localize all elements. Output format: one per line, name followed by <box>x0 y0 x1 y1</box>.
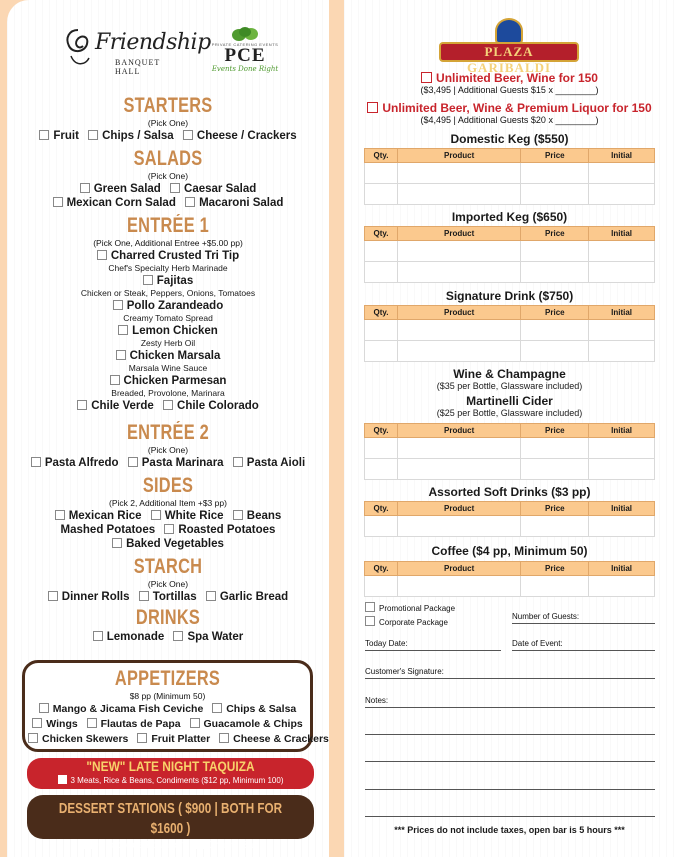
corporate-package-option[interactable]: Corporate Package <box>365 616 448 627</box>
starch-title: STARCH <box>133 555 203 578</box>
entree1-note: (Pick One, Additional Entree +$5.00 pp) <box>93 238 243 248</box>
checkbox-icon[interactable] <box>185 197 195 207</box>
appetizer-option-chicken-skewers[interactable]: Chicken Skewers <box>28 732 128 747</box>
side-option-roasted-potatoes[interactable]: Roasted Potatoes <box>164 523 275 537</box>
entree1-desc: Chef's Specialty Herb Marinade <box>108 263 228 273</box>
notes-line[interactable] <box>365 761 655 762</box>
starch-option-tortillas[interactable]: Tortillas <box>139 590 197 604</box>
friendship-logo <box>61 26 211 82</box>
package-premium-liquor[interactable]: Unlimited Beer, Wine & Premium Liquor for 150 ($4,495 | Additional Guests $20 x ________) <box>344 101 675 126</box>
entree1-option-tri-tip[interactable]: Charred Crusted Tri Tip <box>97 249 239 263</box>
side-option-white-rice[interactable]: White Rice <box>151 509 224 523</box>
plaza-garibaldi-logo <box>439 18 579 75</box>
coffee-table: Qty. Product Price Initial <box>364 561 655 597</box>
entree2-section <box>7 421 329 470</box>
appetizers-title: APPETIZERS <box>114 667 221 690</box>
entree1-option-lemon-chicken[interactable]: Lemon Chicken <box>118 324 218 338</box>
checkbox-icon[interactable] <box>112 538 122 548</box>
checkbox-icon[interactable] <box>194 839 204 849</box>
appetizer-option-fruit-platter[interactable]: Fruit Platter <box>137 732 210 747</box>
checkbox-icon[interactable] <box>39 703 49 713</box>
event-date-label: Date of Event: <box>512 639 563 648</box>
domestic-keg-title: Domestic Keg ($550) <box>450 132 569 146</box>
checkbox-icon[interactable] <box>128 457 138 467</box>
notes-line[interactable] <box>365 816 655 817</box>
entree1-option-pollo-zarandeado[interactable]: Pollo Zarandeado <box>113 299 224 313</box>
notes-line[interactable] <box>365 789 655 790</box>
starter-option-chips-salsa[interactable]: Chips / Salsa <box>88 129 174 143</box>
checkbox-icon[interactable] <box>367 102 378 113</box>
checkbox-icon[interactable] <box>39 130 49 140</box>
today-date-field[interactable] <box>365 650 501 651</box>
salad-option-mexican-corn[interactable]: Mexican Corn Salad <box>53 196 176 210</box>
starch-note: (Pick One) <box>147 579 189 589</box>
checkbox-icon[interactable] <box>212 703 222 713</box>
sides-title: SIDES <box>142 474 194 497</box>
checkbox-icon[interactable] <box>113 300 123 310</box>
entree2-note: (Pick One) <box>147 445 189 455</box>
dessert-banner <box>27 795 314 851</box>
starch-section <box>7 555 329 604</box>
appetizer-option-wings[interactable]: Wings <box>32 717 77 732</box>
salads-section <box>7 147 329 210</box>
cider-title: Martinelli Cider <box>466 394 553 408</box>
checkbox-icon[interactable] <box>183 130 193 140</box>
wine-table: Qty. Product Price Initial <box>364 423 655 480</box>
number-of-guests-label: Number of Guests: <box>512 612 580 621</box>
wine-title: Wine & Champagne <box>453 367 566 381</box>
drinks-title: DRINKS <box>135 606 201 629</box>
entree1-option-fajitas[interactable]: Fajitas <box>143 274 193 288</box>
checkbox-icon[interactable] <box>110 375 120 385</box>
checkbox-icon[interactable] <box>163 400 173 410</box>
table-row[interactable] <box>365 459 655 480</box>
entree1-section <box>7 214 329 413</box>
customer-signature-label: Customer's Signature: <box>365 667 444 676</box>
imported-keg-title: Imported Keg ($650) <box>451 210 568 224</box>
checkbox-icon[interactable] <box>139 591 149 601</box>
checkbox-icon[interactable] <box>206 591 216 601</box>
menu-panel <box>7 0 329 857</box>
entree1-option-chicken-parmesan[interactable]: Chicken Parmesan <box>110 374 227 388</box>
number-of-guests-field[interactable] <box>512 623 655 624</box>
checkbox-icon[interactable] <box>164 524 174 534</box>
taquiza-option[interactable]: 3 Meats, Rice & Beans, Condiments ($12 pp, Minimum 100) <box>27 775 314 786</box>
event-date-field[interactable] <box>512 650 655 651</box>
soft-drinks-table: Qty. Product Price Initial <box>364 501 655 537</box>
checkbox-icon[interactable] <box>365 602 375 612</box>
salad-option-green[interactable]: Green Salad <box>80 182 161 196</box>
appetizers-box <box>22 660 329 752</box>
starters-note: (Pick One) <box>147 118 189 128</box>
dessert-title: DESSERT STATIONS ( $900 | BOTH FOR $1600 ) <box>58 800 283 837</box>
entree1-option-chicken-marsala[interactable]: Chicken Marsala <box>116 349 221 363</box>
salads-note: (Pick One) <box>147 171 189 181</box>
checkbox-icon[interactable] <box>77 400 87 410</box>
entree2-option-aioli[interactable]: Pasta Aioli <box>233 456 305 470</box>
entree1-desc: Breaded, Provolone, Marinara <box>111 388 225 398</box>
friendship-emblem-icon <box>61 26 95 70</box>
salad-option-macaroni[interactable]: Macaroni Salad <box>185 196 283 210</box>
imported-keg-table: Qty. Product Price Initial <box>364 226 655 283</box>
starch-option-garlic-bread[interactable]: Garlic Bread <box>206 590 288 604</box>
checkbox-icon[interactable] <box>116 350 126 360</box>
table-row[interactable] <box>365 438 655 459</box>
side-option-mashed-potatoes[interactable]: Mashed Potatoes <box>60 524 156 536</box>
starter-option-cheese-crackers[interactable]: Cheese / Crackers <box>183 129 297 143</box>
side-option-mexican-rice[interactable]: Mexican Rice <box>55 509 142 523</box>
entree1-desc: Chicken or Steak, Peppers, Onions, Tomatoes <box>80 288 256 298</box>
entree1-desc: Marsala Wine Sauce <box>128 363 208 373</box>
table-row[interactable] <box>365 163 655 184</box>
signature-drink-title: Signature Drink ($750) <box>445 289 574 303</box>
side-option-baked-vegetables[interactable]: Baked Vegetables <box>112 537 224 551</box>
checkbox-icon[interactable] <box>55 510 65 520</box>
entree2-title: ENTRÉE 2 <box>127 421 209 444</box>
table-row[interactable] <box>365 516 655 537</box>
side-option-beans[interactable]: Beans <box>233 509 282 523</box>
taquiza-banner <box>27 758 314 789</box>
sides-note: (Pick 2, Additional Item +$3 pp) <box>109 498 227 508</box>
sides-section <box>7 474 329 551</box>
table-row[interactable] <box>365 262 655 283</box>
cider-note: ($25 per Bottle, Glassware included) <box>436 408 583 418</box>
starter-option-fruit[interactable]: Fruit <box>39 129 79 143</box>
price-disclaimer: *** Prices do not include taxes, open bar is 5 hours *** <box>394 825 625 835</box>
soft-drinks-title: Assorted Soft Drinks ($3 pp) <box>428 485 591 499</box>
starch-option-dinner-rolls[interactable]: Dinner Rolls <box>48 590 130 604</box>
checkbox-icon[interactable] <box>421 72 432 83</box>
checkbox-icon[interactable] <box>80 183 90 193</box>
notes-label: Notes: <box>365 696 389 705</box>
checkbox-icon[interactable] <box>58 775 67 784</box>
entree2-option-alfredo[interactable]: Pasta Alfredo <box>31 456 119 470</box>
leaf-icon <box>231 26 259 42</box>
table-row[interactable] <box>365 320 655 341</box>
checkbox-icon[interactable] <box>173 631 183 641</box>
package-beer-wine[interactable]: Unlimited Beer, Wine for 150 ($3,495 | Additional Guests $15 x ________) <box>420 71 599 95</box>
checkbox-icon[interactable] <box>48 591 58 601</box>
plaza-emblem-icon <box>495 18 523 44</box>
appetizer-option-chips-salsa[interactable]: Chips & Salsa <box>212 702 296 717</box>
checkbox-icon[interactable] <box>31 457 41 467</box>
checkbox-icon[interactable] <box>28 733 38 743</box>
checkbox-icon[interactable] <box>190 718 200 728</box>
notes-line[interactable] <box>365 707 655 708</box>
promotional-package-option[interactable]: Promotional Package <box>365 602 455 613</box>
notes-line[interactable] <box>365 734 655 735</box>
dessert-option-chocolate-fountain[interactable]: Chocolate Fountain <box>84 839 185 852</box>
entree1-option-chile-colorado[interactable]: Chile Colorado <box>163 399 259 413</box>
friendship-sub: BANQUET HALL <box>115 58 161 76</box>
entree1-desc: Zesty Herb Oil <box>140 338 196 348</box>
appetizer-option-cheese-crackers[interactable]: Cheese & Crackers <box>219 732 329 747</box>
coffee-title: Coffee ($4 pp, Minimum 50) <box>431 544 588 558</box>
salad-option-caesar[interactable]: Caesar Salad <box>170 182 256 196</box>
starters-title: STARTERS <box>123 94 213 117</box>
starters-section <box>7 94 329 143</box>
table-row[interactable] <box>365 341 655 362</box>
pce-tagline: PRIVATE CATERING EVENTS <box>211 42 279 47</box>
table-row[interactable] <box>365 576 655 597</box>
pce-name: PCE <box>224 45 266 66</box>
appetizer-option-flautas[interactable]: Flautas de Papa <box>87 717 181 732</box>
drink-option-spa-water[interactable]: Spa Water <box>173 630 243 644</box>
dessert-option-churro-bar[interactable]: Churro Bar <box>194 839 257 852</box>
table-row[interactable] <box>365 241 655 262</box>
center-gutter <box>329 0 344 857</box>
appetizers-note: $8 pp (Minimum 50) <box>129 691 206 701</box>
checkbox-icon[interactable] <box>87 718 97 728</box>
checkbox-icon[interactable] <box>151 510 161 520</box>
salads-title: SALADS <box>133 147 203 170</box>
signature-drink-table: Qty. Product Price Initial <box>364 305 655 362</box>
checkbox-icon[interactable] <box>93 631 103 641</box>
entree1-title: ENTRÉE 1 <box>127 214 209 237</box>
taquiza-title: "NEW" LATE NIGHT TAQUIZA <box>86 758 255 774</box>
bar-order-panel <box>344 0 675 857</box>
entree2-option-marinara[interactable]: Pasta Marinara <box>128 456 224 470</box>
wine-note: ($35 per Bottle, Glassware included) <box>436 381 583 391</box>
plaza-name: PLAZA GARIBALDI <box>439 42 579 62</box>
domestic-keg-table: Qty. Product Price Initial <box>364 148 655 205</box>
checkbox-icon[interactable] <box>32 718 42 728</box>
table-row[interactable] <box>365 184 655 205</box>
checkbox-icon[interactable] <box>84 839 94 849</box>
checkbox-icon[interactable] <box>97 250 107 260</box>
drinks-section <box>7 606 329 644</box>
appetizer-option-guacamole[interactable]: Guacamole & Chips <box>190 717 303 732</box>
checkbox-icon[interactable] <box>88 130 98 140</box>
appetizer-option-ceviche[interactable]: Mango & Jicama Fish Ceviche <box>39 702 204 717</box>
checkbox-icon[interactable] <box>233 457 243 467</box>
customer-signature-field[interactable] <box>365 678 655 679</box>
pce-logo <box>210 26 280 86</box>
entree1-option-chile-verde[interactable]: Chile Verde <box>77 399 154 413</box>
checkbox-icon[interactable] <box>137 733 147 743</box>
friendship-name: Friendship <box>95 30 211 55</box>
checkbox-icon[interactable] <box>365 616 375 626</box>
checkbox-icon[interactable] <box>118 325 128 335</box>
checkbox-icon[interactable] <box>53 197 63 207</box>
drink-option-lemonade[interactable]: Lemonade <box>93 630 165 644</box>
pce-slogan: Events Done Right <box>211 65 279 73</box>
checkbox-icon[interactable] <box>219 733 229 743</box>
checkbox-icon[interactable] <box>170 183 180 193</box>
checkbox-icon[interactable] <box>143 275 153 285</box>
today-date-label: Today Date: <box>365 639 408 648</box>
logo-row <box>7 22 329 88</box>
checkbox-icon[interactable] <box>233 510 243 520</box>
entree1-desc: Creamy Tomato Spread <box>123 313 213 323</box>
